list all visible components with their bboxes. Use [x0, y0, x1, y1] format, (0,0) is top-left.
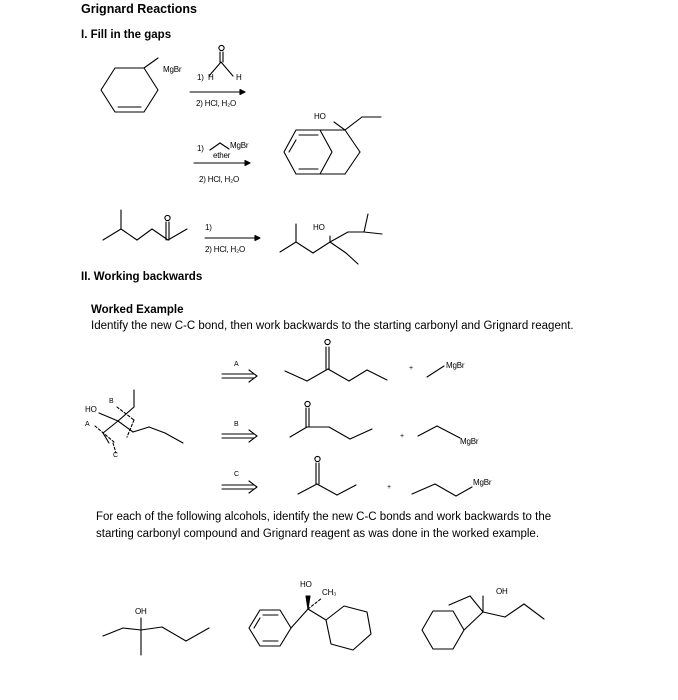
cyclohexenyl-grignard [101, 58, 158, 112]
r3-step1-label: 1) [205, 223, 212, 232]
route-b-plus: + [400, 433, 405, 440]
exercise-3-oh-label: OH [496, 587, 508, 596]
r1-mgbr-label: MgBr [163, 65, 182, 74]
r2-step1-label: 1) [197, 144, 204, 153]
r1-aldehyde-h-left: H [208, 73, 214, 82]
worked-example-title: Worked Example [91, 304, 184, 316]
r2-step2-label: 2) HCl, H₂O [199, 175, 240, 184]
route-b-grignard [418, 426, 460, 438]
tetralin-alcohol-product [284, 117, 381, 174]
worked-molecule-ho-label: HO [85, 405, 97, 414]
r1-step2-label: 2) HCl, H₂O [196, 99, 237, 108]
worked-example-instruction: Identify the new C-C bond, then work backwards to the starting carbonyl and Grignard reagent. [91, 320, 574, 332]
r1-aldehyde-h-right: H [236, 73, 242, 82]
tertiary-alcohol-product [280, 214, 382, 264]
exercise-1-oh-label: OH [135, 607, 147, 616]
exercise-2-ho-label: HO [300, 580, 312, 589]
r2-reagent-label: MgBr [230, 141, 249, 150]
exercise-2-alcohol [249, 596, 371, 650]
route-c-grignard [412, 484, 472, 496]
retro-arrow-c [222, 481, 257, 493]
r3-product-ho-label: HO [313, 223, 325, 232]
exercise-2-ch3-label: CH₃ [322, 588, 337, 597]
retro-arrow-a [222, 370, 257, 382]
route-a-mgbr: MgBr [446, 361, 465, 370]
route-a-plus: + [409, 365, 414, 372]
r1-step1-label: 1) [197, 73, 204, 82]
route-b-mgbr: MgBr [460, 437, 479, 446]
bond-c-label: C [113, 452, 119, 459]
route-b-ketone [290, 401, 372, 439]
route-c-ketone [298, 456, 356, 495]
route-c-mgbr: MgBr [473, 478, 492, 487]
arrow-c-label: C [234, 471, 240, 478]
arrow-b-label: B [234, 421, 239, 428]
arrow-a-label: A [234, 361, 239, 368]
ethyl-grignard-reagent [210, 143, 229, 150]
exercise-instruction-line-1: For each of the following alcohols, identify the new C-C bonds and work backwards to the [96, 511, 552, 523]
bond-b-label: B [109, 398, 114, 405]
ketone-starting-material [103, 210, 187, 240]
exercise-instruction-line-2: starting carbonyl compound and Grignard reagent as was done in the worked example. [96, 528, 540, 540]
section-2-heading: II. Working backwards [81, 271, 203, 283]
formaldehyde [209, 45, 233, 76]
route-a-ketone [285, 339, 387, 381]
exercise-1-alcohol [103, 618, 209, 655]
r2-product-ho-label: HO [314, 112, 326, 121]
retro-arrow-b [222, 430, 257, 442]
r2-solvent-label: ether [213, 151, 231, 160]
bond-a-label: A [85, 421, 90, 428]
exercise-3-alcohol [422, 596, 544, 649]
route-a-grignard [427, 366, 444, 377]
r3-step2-label: 2) HCl, H₂O [205, 245, 246, 254]
section-1-heading: I. Fill in the gaps [81, 29, 172, 41]
route-c-plus: + [387, 484, 392, 491]
page-title: Grignard Reactions [81, 2, 197, 16]
